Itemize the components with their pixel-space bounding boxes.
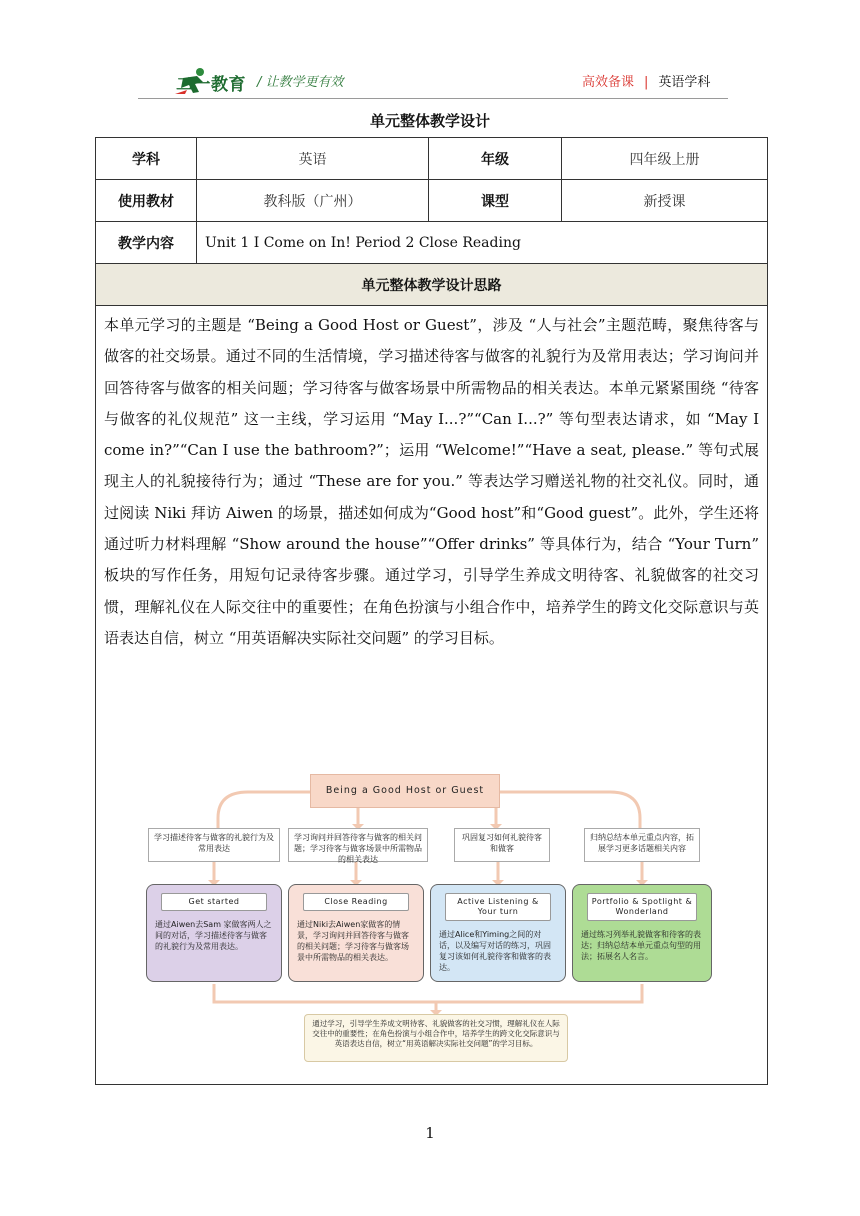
- header-tag-efficient: 高效备课: [582, 75, 635, 90]
- design-paragraph: 本单元学习的主题是 “Being a Good Host or Guest”，涉及 “人与社会”主题范畴，聚焦待客与做客的社交场景。通过不同的生活情境，学习描述待客与做客的礼貌行为及常用表达；学习询问并回答待客与做客的相关问题；学习待客与做客场景中所需物品的相关表达。本单元紧紧围绕 “待客与做客的礼仪规范” 这一主线，学习运用 “May I...?”“Can I...?” 等句型表达请求，如 “May I come in?”“Can I use the bathroom?”；运用 “Welcome!”“Have a seat, please.” 等句式展现主人的礼貌接待行为；通过 “These are for you.” 等表达学习赠送礼物的社交礼仪。同时，通过阅读 Niki 拜访 Aiwen 的场景，描述如何成为“Good host”和“Good guest”。此外，学生还将通过听力材料理解 “Show around the house”“Offer drinks” 等具体行为，结合 “Your Turn” 板块的写作任务，用短句记录待客步骤。通过学习，引导学生养成文明待客、礼貌做客的社交习惯，理解礼仪在人际交往中的重要性；在角色扮演与小组合作中，培养学生的跨文化交际意识与英语表达自信，树立 “用英语解决实际社交问题” 的学习目标。: [104, 316, 759, 647]
- card-tag: Close Reading: [303, 893, 409, 911]
- subject-label: 学科: [96, 138, 197, 180]
- diagram-summary-box: 通过学习，引导学生养成文明待客、礼貌做客的社交习惯，理解礼仪在人际交往中的重要性；在角色扮演与小组合作中，培养学生的跨文化交际意识与英语表达自信，树立“用英语解决实际社交问题”的学习目标。: [304, 1014, 568, 1062]
- lesson-type-value: 新授课: [562, 180, 768, 222]
- table-row: [96, 222, 768, 264]
- page-number: 1: [425, 1124, 435, 1142]
- diagram-goal-box: 学习描述待客与做客的礼貌行为及常用表达: [148, 828, 280, 862]
- diagram-card-get-started: [146, 884, 282, 982]
- header-right: [582, 71, 710, 90]
- lesson-type-label: 课型: [429, 180, 562, 222]
- grade-label: 年级: [429, 138, 562, 180]
- grade-value: 四年级上册: [562, 138, 768, 180]
- textbook-label: 使用教材: [96, 180, 197, 222]
- section-row: [96, 264, 768, 306]
- content-label: 教学内容: [96, 222, 197, 264]
- content-value: Unit 1 I Come on In! Period 2 Close Reading: [197, 222, 768, 264]
- card-tag: Portfolio & Spotlight & Wonderland: [587, 893, 697, 921]
- header-separator: |: [644, 75, 649, 90]
- page-header: [0, 0, 860, 110]
- section-title: 单元整体教学设计思路: [96, 264, 768, 306]
- diagram-top-box: Being a Good Host or Guest: [310, 774, 500, 808]
- header-tag-subject: 英语学科: [658, 75, 711, 90]
- table-row: [96, 138, 768, 180]
- subject-value: 英语: [197, 138, 429, 180]
- textbook-value: 教科版（广州）: [197, 180, 429, 222]
- card-tag: Get started: [161, 893, 267, 911]
- slogan: / 让教学更有效: [257, 75, 344, 90]
- card-text: 通过练习列举礼貌做客和待客的表达；归纳总结本单元重点句型的用法；拓展名人名言。: [581, 930, 701, 961]
- card-tag: Active Listening & Your turn: [445, 893, 551, 921]
- logo-text: 二一教育: [176, 75, 246, 94]
- diagram-goal-box: 归纳总结本单元重点内容，拓展学习更多话题相关内容: [584, 828, 700, 862]
- unit-diagram: [138, 770, 728, 1070]
- diagram-card-close-reading: [288, 884, 424, 982]
- card-text: 通过Niki去Aiwen家做客的情景，学习询问并回答待客与做客的相关问题；学习待客与做客场景中所需物品的相关表达。: [297, 920, 409, 962]
- header-divider: [138, 98, 728, 99]
- diagram-card-active-listening: [430, 884, 566, 982]
- diagram-goal-box: 学习询问并回答待客与做客的相关问题；学习待客与做客场景中所需物品的相关表达: [288, 828, 428, 862]
- table-row: [96, 180, 768, 222]
- document-title: 单元整体教学设计: [369, 112, 490, 130]
- diagram-goal-box: 巩固复习如何礼貌待客和做客: [454, 828, 550, 862]
- diagram-card-portfolio: [572, 884, 712, 982]
- card-text: 通过Alice和Yiming之间的对话，以及编写对话的练习，巩固复习该如何礼貌待客和做客的表达。: [439, 930, 551, 972]
- card-text: 通过Aiwen去Sam 家做客两人之间的对话，学习描述待客与做客的礼貌行为及常用表达。: [155, 920, 272, 951]
